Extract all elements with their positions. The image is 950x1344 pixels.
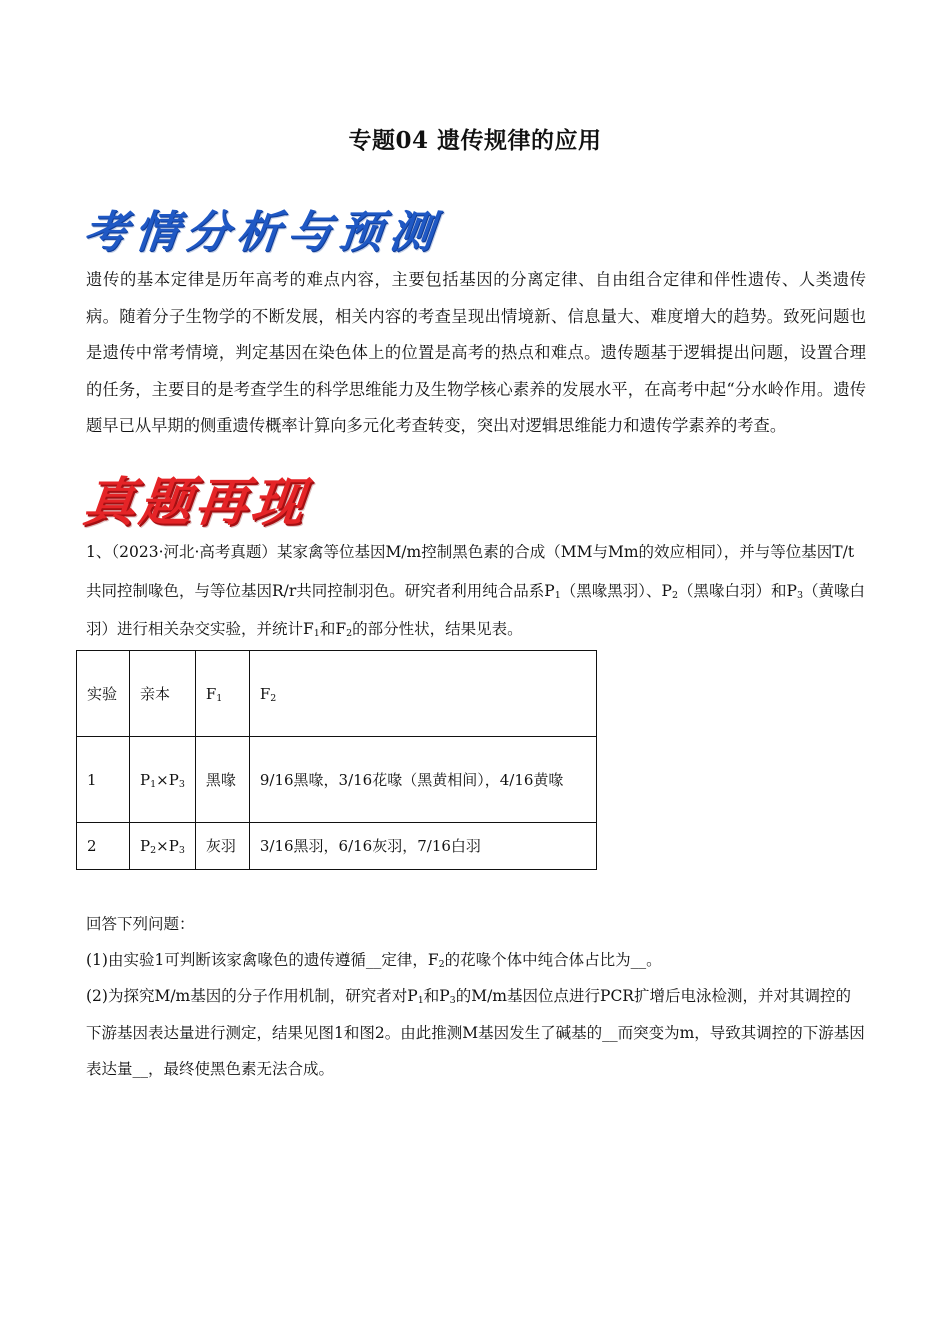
question-number: 1、 [86,543,112,561]
stem-part: 某家禽等位基因M/m控制黑色素的合成（MM与Mm的效应相同），并与等位基因T/t共同控制喙色，与等位基因R/r共同控制羽色。研究者利用纯合品系P [86,543,855,600]
cell-parents: $P_2\times P_3$ [130,823,196,870]
document-title: 专题04 遗传规律的应用 [348,127,602,154]
stem-part: （黑喙白羽）和P [678,581,797,600]
cell-experiment-id: 1 [77,737,130,823]
stem-part: 的部分性状，结果见表。 [352,620,523,638]
question-source: （2023·河北·高考真题） [111,543,277,561]
subscript: 1 [554,589,561,601]
answer-blank[interactable]: __ [630,951,647,969]
sub-question-2: (2)为探究M/m基因的分子作用机制，研究者对$P_1$和$P_3$的M/m基因位点进行PCR扩增后电泳检测，并对其调控的下游基因表达量进行测定，结果见图1和图2。由此推测M基因发生了碱基的__而突变为m，导致其调控的下游基因表达量__，最终使黑色素无法合成。 [86,987,865,1078]
sub-question-1: (1)由实验1可判断该家禽喙色的遗传遵循__定律，$F_2$的花喙个体中纯合体占比为__。 [86,951,662,970]
intro-paragraph: 遗传的基本定律是历年高考的难点内容，主要包括基因的分离定律、自由组合定律和伴性遗传、人类遗传病。随着分子生物学的不断发展，相关内容的考查呈现出情境新、信息量大、难度增大的趋势。致死问题也是遗传中常考情境，判定基因在染色体上的位置是高考的热点和难点。遗传题基于逻辑提出问题，设置合理的任务，主要目的是考查学生的科学思维能力及生物学核心素养的发展水平，在高考中起“分水岭作用。遗传题早已从早期的侧重遗传概率计算向多元化考查转变，突出对逻辑思维能力和遗传学素养的考查。 [86,270,866,436]
cell-f2: 3/16黑羽，6/16灰羽，7/16白羽 [249,823,596,870]
answer-prompt: 回答下列问题： [86,915,195,933]
subscript: 3 [796,589,803,601]
table-row [77,823,597,870]
stem-part: （黄喙白羽）进行相关杂交实验，并统计F [86,581,866,638]
subscript: 2 [346,628,353,639]
table-row [77,737,597,823]
answer-blank[interactable]: __ [365,951,382,969]
cell-experiment-id: 2 [77,823,130,870]
stem-part: （黑喙黑羽）、P [560,581,672,600]
stem-part: 和F [319,620,347,638]
answer-blank[interactable]: __ [602,1023,618,1042]
header-experiment: 实验 [77,651,130,737]
cell-f1: 灰羽 [195,823,249,870]
real-exam-banner: 真题再现 [80,473,311,533]
table-header-row [77,651,597,737]
answer-blank[interactable]: __ [132,1060,149,1078]
cell-f2: 9/16黑喙，3/16花喙（黑黄相间），4/16黄喙 [249,737,596,823]
analysis-banner: 考情分析与预测 [80,207,444,258]
cell-parents: $P_1\times P_3$ [130,737,196,823]
subscript: 2 [671,589,679,601]
subscript: 1 [313,628,320,639]
question-stem [86,533,866,649]
header-f1: $F_1$ [195,651,249,737]
header-parents: 亲本 [130,651,196,737]
results-table [76,650,597,870]
cell-f1: 黑喙 [195,737,249,823]
header-f2: $F_2$ [249,651,596,737]
